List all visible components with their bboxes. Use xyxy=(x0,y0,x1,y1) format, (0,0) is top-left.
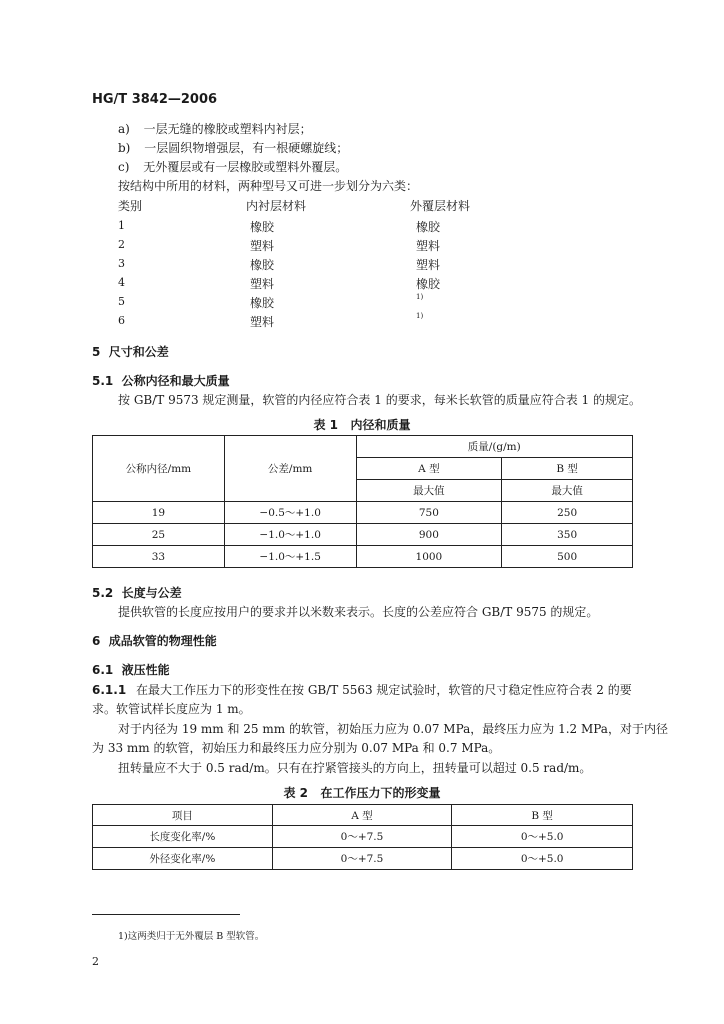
table-row xyxy=(93,826,633,848)
type-row-category: 6 xyxy=(118,314,125,327)
table-row xyxy=(93,848,633,870)
table-cell: 33 xyxy=(93,546,225,568)
table-cell: 长度变化率/% xyxy=(93,826,273,848)
table-2 xyxy=(92,804,633,870)
footnote-divider xyxy=(92,914,240,915)
paragraph: 为 33 mm 的软管，初始压力和最终压力应分别为 0.07 MPa 和 0.7 MPa。 xyxy=(92,741,501,755)
table-header-tolerance: 公差/mm xyxy=(224,436,356,502)
table-row xyxy=(93,546,633,568)
list-item-text: 一层无缝的橡胶或塑料内衬层； xyxy=(143,122,312,136)
table-cell: 350 xyxy=(502,524,633,546)
type-row-cover: 塑料 xyxy=(416,239,441,253)
footnote-marker: 1) xyxy=(416,293,424,301)
type-header-cover: 外覆层材料 xyxy=(410,199,471,213)
type-row-cover: 塑料 xyxy=(416,258,441,272)
paragraph: 求。软管试样长度应为 1 m。 xyxy=(92,702,251,716)
footnote: 1)这两类归于无外覆层 B 型软管。 xyxy=(118,931,265,942)
type-row-cover: 橡胶 xyxy=(416,277,441,291)
table-header: 项目 xyxy=(93,805,273,826)
type-row-category: 3 xyxy=(118,257,125,270)
list-item xyxy=(118,158,347,175)
type-header-lining: 内衬层材料 xyxy=(246,199,307,213)
table-cell: −1.0～+1.0 xyxy=(224,524,356,546)
paragraph-text: 在最大工作压力下的形变性在按 GB/T 5563 规定试验时，软管的尺寸稳定性应符合表 2 的要 xyxy=(136,683,632,697)
table-cell: 外径变化率/% xyxy=(93,848,273,870)
table-header: B 型 xyxy=(452,805,633,826)
list-item xyxy=(118,120,312,137)
type-row-lining: 塑料 xyxy=(250,315,275,329)
list-item-text: 一层圆织物增强层，有一根硬螺旋线； xyxy=(144,141,349,155)
section-heading: 5 尺寸和公差 xyxy=(92,345,169,359)
type-row-lining: 橡胶 xyxy=(250,258,275,272)
list-item-text: 无外覆层或有一层橡胶或塑料外覆层。 xyxy=(143,160,348,174)
section-heading: 5.2 长度与公差 xyxy=(92,586,182,600)
table-header: A 型 xyxy=(272,805,452,826)
table-header-max-b: 最大值 xyxy=(502,480,633,502)
table-cell: 0～+5.0 xyxy=(452,826,633,848)
table-cell: −0.5～+1.0 xyxy=(224,502,356,524)
table-cell: 0～+7.5 xyxy=(272,826,452,848)
table-header-nominal: 公称内径/mm xyxy=(93,436,225,502)
table-row xyxy=(93,524,633,546)
table-cell: 0～+5.0 xyxy=(452,848,633,870)
table-header-type-b: B 型 xyxy=(502,458,633,480)
table-cell: 750 xyxy=(356,502,502,524)
type-row-cover: 橡胶 xyxy=(416,220,441,234)
table-cell: 250 xyxy=(502,502,633,524)
list-item-label: c) xyxy=(118,160,130,174)
list-item xyxy=(118,139,348,156)
document-code: HG/T 3842—2006 xyxy=(92,92,218,107)
table-cell: 500 xyxy=(502,546,633,568)
type-row-lining: 橡胶 xyxy=(250,296,275,310)
section-heading: 6.1 液压性能 xyxy=(92,663,170,677)
table-cell: 1000 xyxy=(356,546,502,568)
table-cell: −1.0～+1.5 xyxy=(224,546,356,568)
table-caption: 表 2 在工作压力下的形变量 xyxy=(283,786,441,800)
table-row xyxy=(93,502,633,524)
table-header-max-a: 最大值 xyxy=(356,480,502,502)
list-item-label: a) xyxy=(118,122,130,136)
paragraph: 按 GB/T 9573 规定测量，软管的内径应符合表 1 的要求，每米长软管的质量应符合表 1 的规定。 xyxy=(118,393,641,407)
paragraph: 提供软管的长度应按用户的要求并以米数来表示。长度的公差应符合 GB/T 9575 的规定。 xyxy=(118,605,599,619)
table-cell: 900 xyxy=(356,524,502,546)
table-cell: 19 xyxy=(93,502,225,524)
type-header-category: 类别 xyxy=(118,199,143,213)
footnote-marker: 1) xyxy=(416,312,424,320)
paragraph: 对于内径为 19 mm 和 25 mm 的软管，初始压力应为 0.07 MPa，最终压力应为 1.2 MPa，对于内径 xyxy=(118,722,668,736)
type-row-category: 1 xyxy=(118,219,125,232)
type-row-category: 5 xyxy=(118,295,125,308)
section-heading: 6 成品软管的物理性能 xyxy=(92,634,217,648)
type-row-lining: 塑料 xyxy=(250,239,275,253)
table-cell: 0～+7.5 xyxy=(272,848,452,870)
table-header-type-a: A 型 xyxy=(356,458,502,480)
type-intro: 按结构中所用的材料，两种型号又可进一步划分为六类： xyxy=(118,179,419,193)
section-heading: 5.1 公称内径和最大质量 xyxy=(92,374,230,388)
paragraph: 扭转量应不大于 0.5 rad/m。只有在拧紧管接头的方向上，扭转量可以超过 0.5 rad/m。 xyxy=(118,761,592,775)
type-row-category: 4 xyxy=(118,276,125,289)
table-cell: 25 xyxy=(93,524,225,546)
table-header-mass: 质量/(g/m) xyxy=(356,436,632,458)
page-number: 2 xyxy=(92,955,99,968)
table-1 xyxy=(92,435,633,568)
type-row-category: 2 xyxy=(118,238,125,251)
list-item-label: b) xyxy=(118,141,131,155)
paragraph xyxy=(92,681,632,698)
clause-number: 6.1.1 xyxy=(92,683,127,697)
type-row-lining: 塑料 xyxy=(250,277,275,291)
table-caption: 表 1 内径和质量 xyxy=(313,418,411,432)
type-row-lining: 橡胶 xyxy=(250,220,275,234)
